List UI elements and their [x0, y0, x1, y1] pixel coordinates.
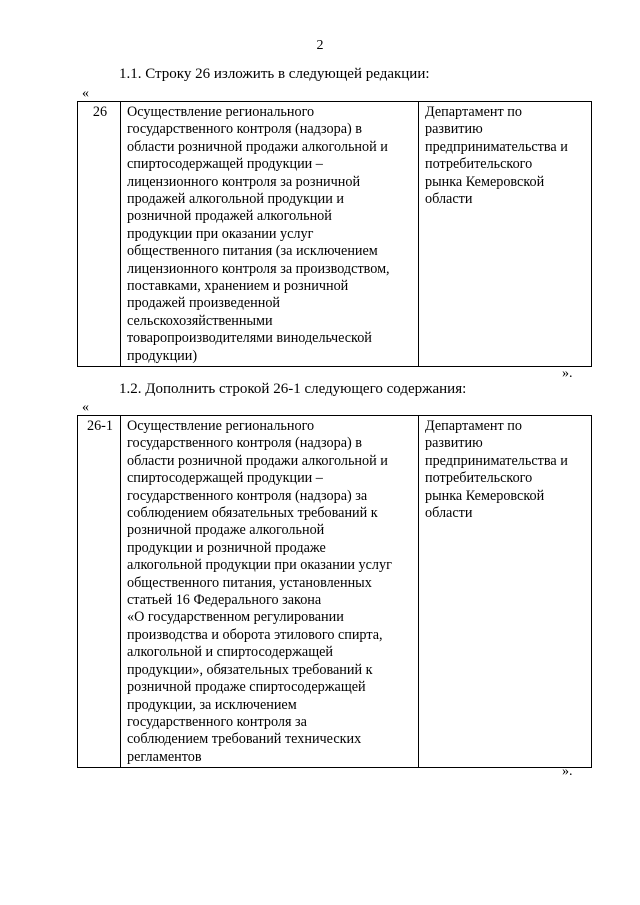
department-line: Департамент по: [425, 418, 522, 434]
department-line: развитию: [425, 435, 483, 452]
opening-quote-1: «: [82, 86, 89, 101]
description-line: государственного контроля (надзора) в: [127, 435, 362, 452]
description-line: продукции», обязательных требований к: [127, 661, 373, 678]
description-line: государственного контроля за: [127, 713, 307, 730]
description-line: розничной продаже спиртосодержащей: [127, 679, 366, 696]
description-line: соблюдением требований технических: [127, 731, 362, 748]
description-line: розничной продажей алкогольной: [127, 208, 332, 225]
department-line: рынка Кемеровской: [425, 487, 545, 504]
department-line: рынка Кемеровской: [425, 173, 545, 190]
table-row-26: [77, 101, 592, 367]
description-line: продукции, за исключением: [127, 696, 297, 713]
description-line: товаропроизводителями винодельческой: [127, 330, 372, 347]
department-line: развитию: [425, 121, 483, 138]
description-line: продукции): [127, 347, 198, 364]
department-line: потребительского: [425, 470, 533, 487]
paragraph-1-2: 1.2. Дополнить строкой 26-1 следующего содержания:: [119, 381, 467, 397]
description-line: продукции при оказании услуг: [127, 225, 314, 242]
row-department-cell: [419, 102, 592, 367]
description-line: «О государственном регулировании: [127, 609, 344, 626]
description-line: Осуществление регионального: [127, 418, 315, 434]
paragraph-1-1: 1.1. Строку 26 изложить в следующей редакции:: [119, 66, 430, 82]
row-department-cell: [419, 416, 592, 768]
description-line: области розничной продажи алкогольной и: [127, 138, 388, 155]
closing-quote-2: ».: [562, 764, 573, 779]
description-line: продажей алкогольной продукции и: [127, 191, 344, 208]
description-line: лицензионного контроля за производством,: [127, 260, 390, 277]
description-line: сельскохозяйственными: [127, 312, 273, 329]
row-description-cell: [121, 102, 419, 367]
department-line: области: [425, 505, 473, 522]
row-description-cell: [121, 416, 419, 768]
table-row: [78, 416, 592, 768]
department-line: предпринимательства и: [425, 452, 568, 469]
description-line: производства и оборота этилового спирта,: [127, 626, 383, 643]
description-line: продукции и розничной продаже: [127, 539, 326, 556]
table-row-26-1: [77, 415, 592, 768]
table-row: [78, 102, 592, 367]
description-line: продажей произведенной: [127, 295, 281, 312]
description-line: алкогольной и спиртосодержащей: [127, 644, 334, 661]
department-line: предпринимательства и: [425, 138, 568, 155]
description-line: общественного питания, установленных: [127, 574, 372, 591]
description-line: лицензионного контроля за розничной: [127, 173, 361, 190]
page-number: 2: [316, 38, 324, 53]
description-line: спиртосодержащей продукции –: [127, 156, 323, 173]
description-line: статьей 16 Федерального закона: [127, 592, 322, 609]
department-line: потребительского: [425, 156, 533, 173]
department-line: области: [425, 191, 473, 208]
description-line: общественного питания (за исключением: [127, 243, 378, 260]
description-line: алкогольной продукции при оказании услуг: [127, 557, 392, 574]
description-line: государственного контроля (надзора) в: [127, 121, 362, 138]
description-line: регламентов: [127, 748, 202, 765]
description-line: соблюдением обязательных требований к: [127, 505, 378, 522]
opening-quote-2: «: [82, 400, 89, 415]
description-line: области розничной продажи алкогольной и: [127, 452, 388, 469]
description-line: спиртосодержащей продукции –: [127, 470, 323, 487]
description-line: розничной продаже алкогольной: [127, 522, 325, 539]
row-number-cell: 26: [78, 102, 121, 367]
description-line: государственного контроля (надзора) за: [127, 487, 368, 504]
description-line: Осуществление регионального: [127, 104, 315, 120]
closing-quote-1: ».: [562, 366, 573, 381]
department-line: Департамент по: [425, 104, 522, 120]
description-line: поставками, хранением и розничной: [127, 278, 349, 295]
row-number-cell: 26-1: [78, 416, 121, 768]
